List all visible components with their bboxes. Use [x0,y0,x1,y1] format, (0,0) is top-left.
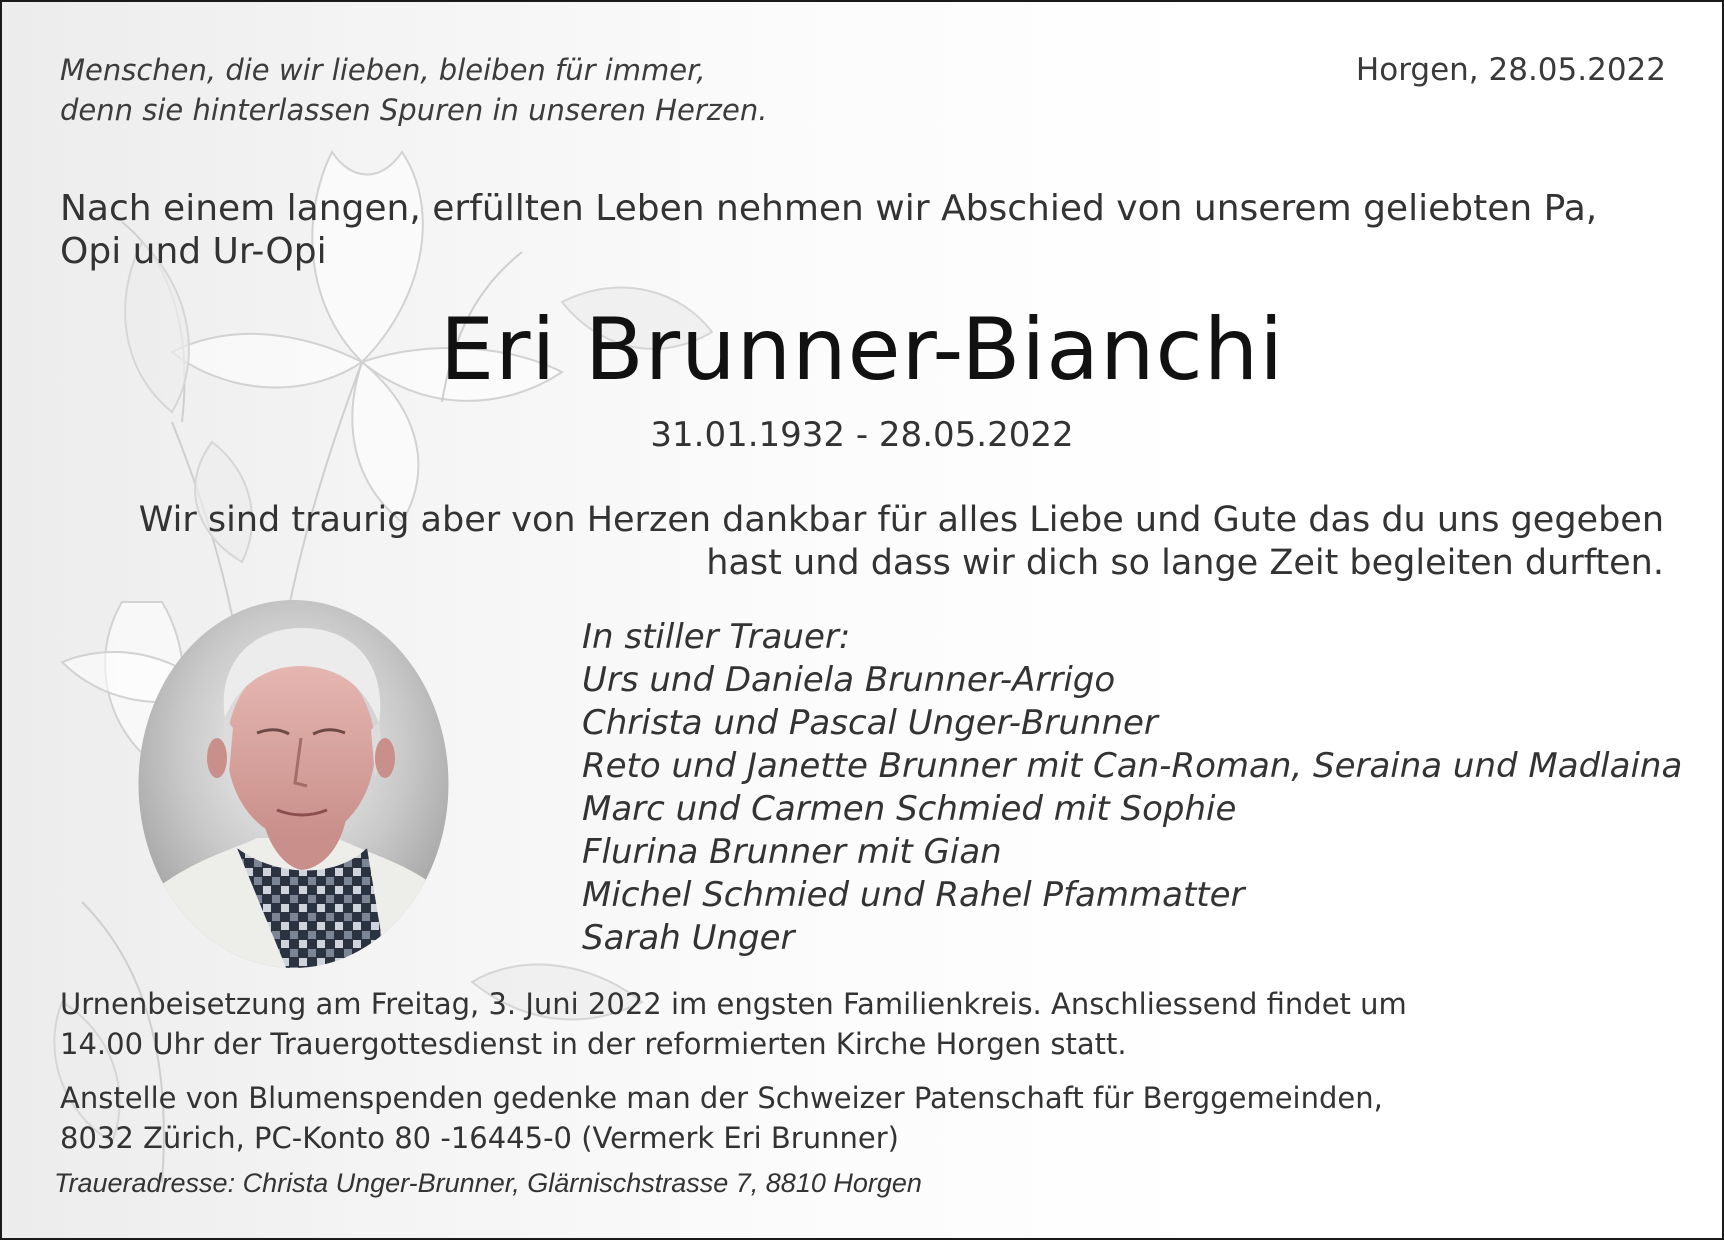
gratitude-line-1: Wir sind traurig aber von Herzen dankbar für alles Liebe und Gute das du uns gegeben [138,500,1664,540]
mourners-heading: In stiller Trauer: [582,617,851,657]
gratitude-text [139,499,1664,585]
intro-line-2: Opi und Ur-Opi [60,231,327,272]
motto-quote [60,50,767,130]
donation-line-1: Anstelle von Blumenspenden gedenke man der Schweizer Patenschaft für Berggemeinden, [60,1081,1383,1115]
portrait-photo [137,598,450,970]
mourner-entry: Christa und Pascal Unger-Brunner [582,703,1158,743]
donation-information [60,1078,1383,1158]
donation-line-2: 8032 Zürich, PC-Konto 80 -16445-0 (Vermerk Eri Brunner) [60,1121,899,1155]
funeral-line-2: 14.00 Uhr der Trauergottesdienst in der reformierten Kirche Horgen statt. [60,1027,1127,1061]
mourner-entry: Marc und Carmen Schmied mit Sophie [582,789,1237,829]
intro-line-1: Nach einem langen, erfüllten Leben nehmen wir Abschied von unserem geliebten Pa, [60,188,1598,229]
funeral-line-1: Urnenbeisetzung am Freitag, 3. Juni 2022 im engsten Familienkreis. Anschliessend findet um [60,987,1407,1021]
motto-line-2: denn sie hinterlassen Spuren in unseren Herzen. [60,93,768,127]
deceased-name: Eri Brunner-Bianchi [439,300,1285,400]
mourning-address: Traueradresse: Christa Unger-Brunner, Glärnischstrasse 7, 8810 Horgen [54,1168,922,1198]
mourner-entry: Michel Schmied und Rahel Pfammatter [582,875,1245,915]
motto-line-1: Menschen, die wir lieben, bleiben für immer, [60,53,706,87]
place-and-date: Horgen, 28.05.2022 [1355,52,1666,88]
mourner-entry: Reto und Janette Brunner mit Can-Roman, Seraina und Madlaina [582,746,1683,786]
intro-text [60,187,1597,273]
funeral-information [60,984,1407,1064]
mourner-entry: Flurina Brunner mit Gian [582,832,1002,872]
gratitude-line-2: hast und dass wir dich so lange Zeit begleiten durften. [706,543,1664,583]
mourner-entry: Sarah Unger [582,918,795,958]
mourner-entry: Urs und Daniela Brunner-Arrigo [582,660,1116,700]
life-dates: 31.01.1932 - 28.05.2022 [650,415,1074,455]
mourners-list [582,616,1682,960]
